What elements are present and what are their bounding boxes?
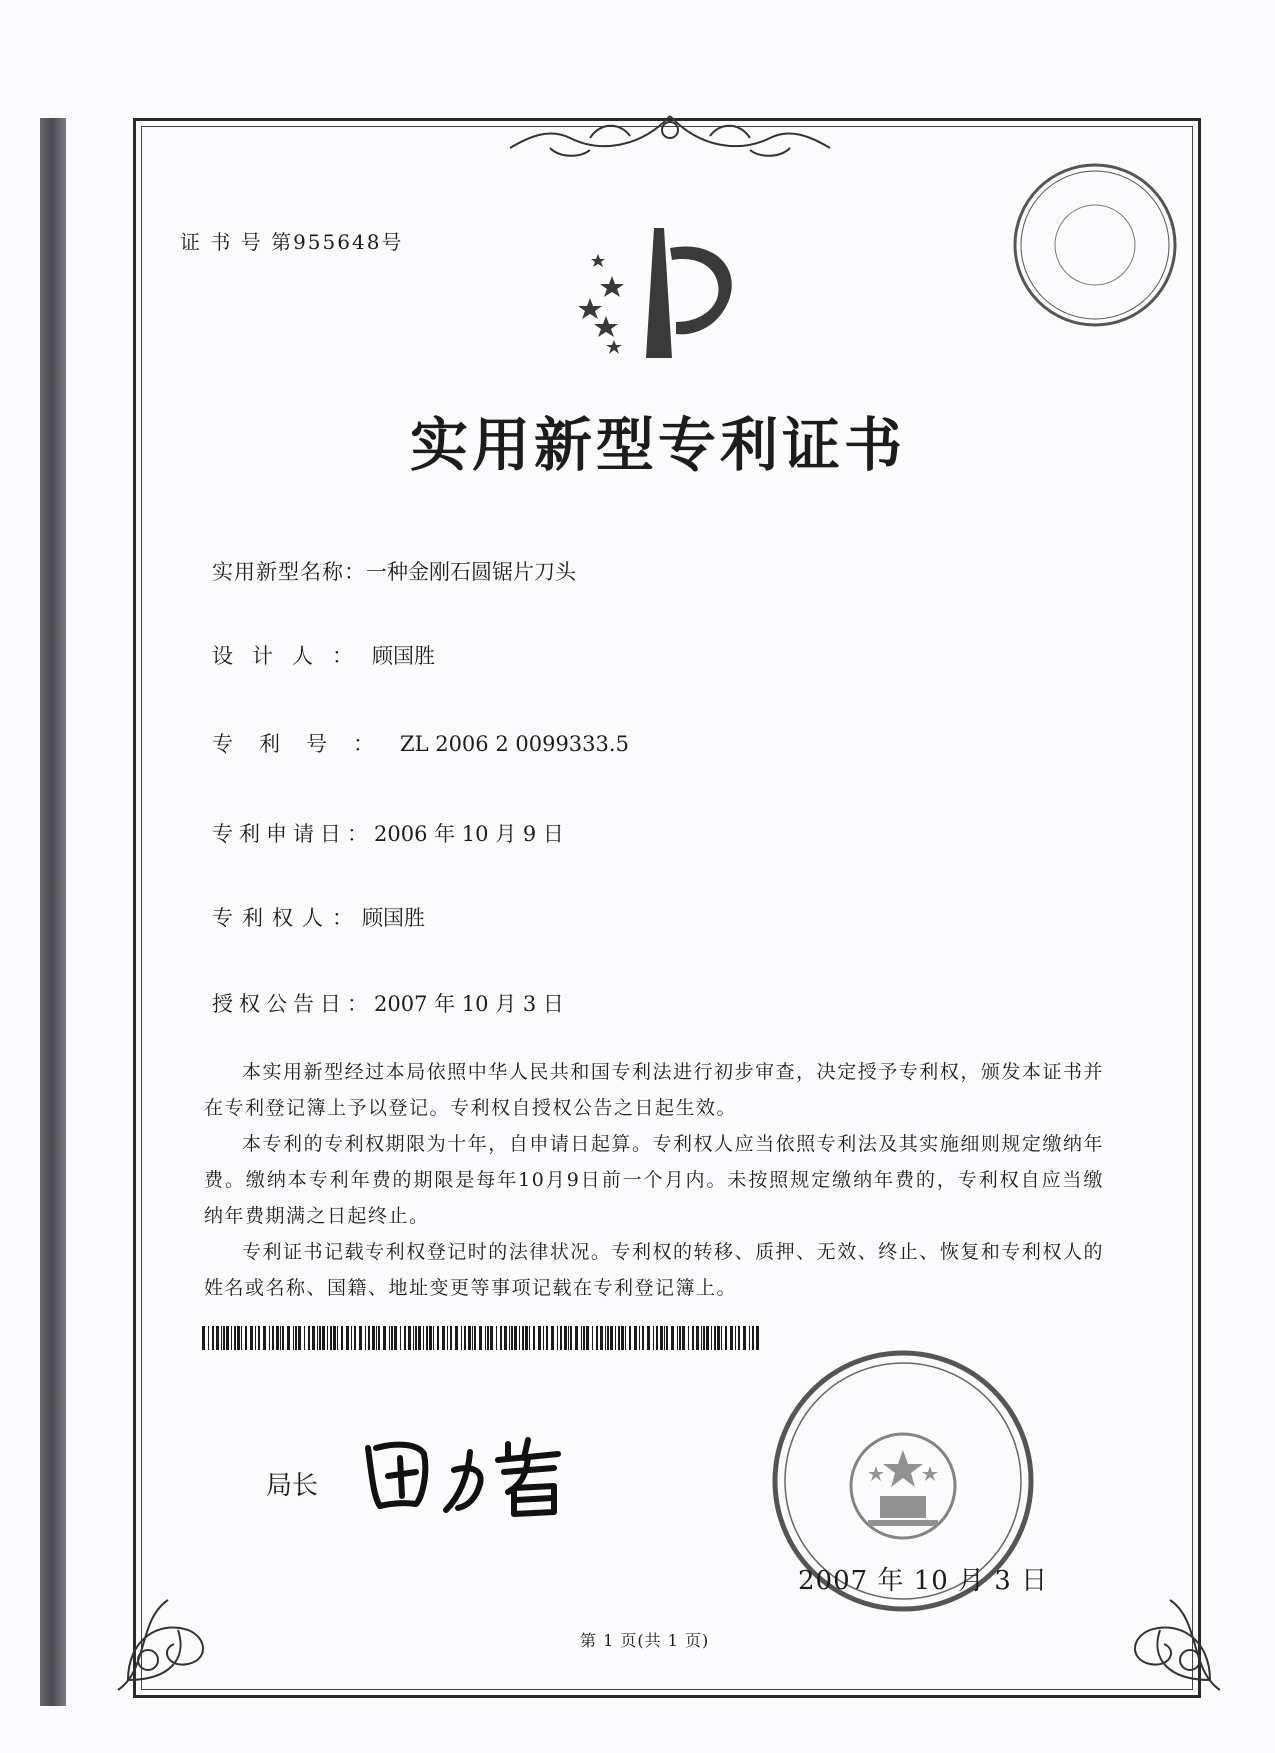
patent-office-emblem-icon [572,218,762,368]
field-label: 专利号： [212,732,400,756]
field-label: 专利申请日： [212,822,374,846]
page-number: 第 1 页(共 1 页) [580,1631,710,1650]
field-filing-date [212,818,564,848]
top-ornament-icon [490,108,850,168]
field-grant-date [212,988,564,1018]
director-signature-icon [358,1418,588,1518]
director-label: 局长 [266,1471,319,1501]
field-patent-number [212,728,629,758]
field-label: 实用新型名称： [212,560,366,584]
corner-ornament-right-icon [1090,1560,1230,1700]
field-designer [212,640,435,670]
body-paragraph: 本专利的专利权期限为十年，自申请日起算。专利权人应当依照专利法及其实施细则规定缴纳年费。缴纳本专利年费的期限是每年10月9日前一个月内。未按照规定缴纳年费的，专利权自应当缴纳年费期满之日起终止。 [204,1133,1104,1227]
certificate-title: 实用新型专利证书 [410,411,907,479]
corner-ornament-left-icon [108,1560,248,1700]
field-value: 顾国胜 [362,906,425,930]
body-paragraph: 本实用新型经过本局依照中华人民共和国专利法进行初步审查，决定授予专利权，颁发本证书并在专利登记簿上予以登记。专利权自授权公告之日起生效。 [204,1061,1104,1119]
body-paragraph: 专利证书记载专利权登记时的法律状况。专利权的转移、质押、无效、终止、恢复和专利权人的姓名或名称、国籍、地址变更等事项记载在专利登记簿上。 [204,1241,1104,1299]
certificate-body [204,1054,1104,1306]
barcode-icon [202,1326,762,1350]
field-label: 设计人： [212,644,372,668]
binding-spine [40,118,66,1706]
field-patentee [212,902,425,932]
field-value: 2006 年 10 月 9 日 [374,822,564,846]
seal-date: 2007 年 10 月 3 日 [798,1566,1049,1596]
field-label: 授权公告日： [212,992,374,1016]
field-value: ZL 2006 2 0099333.5 [400,732,629,756]
tax-stamp-icon [1010,160,1180,330]
field-value: 2007 年 10 月 3 日 [374,992,564,1016]
field-utility-model-name [212,556,576,586]
certificate-number: 证 书 号 第955648号 [180,230,404,254]
field-value: 顾国胜 [372,644,435,668]
field-value: 一种金刚石圆锯片刀头 [366,560,576,584]
field-label: 专利权人： [212,906,362,930]
